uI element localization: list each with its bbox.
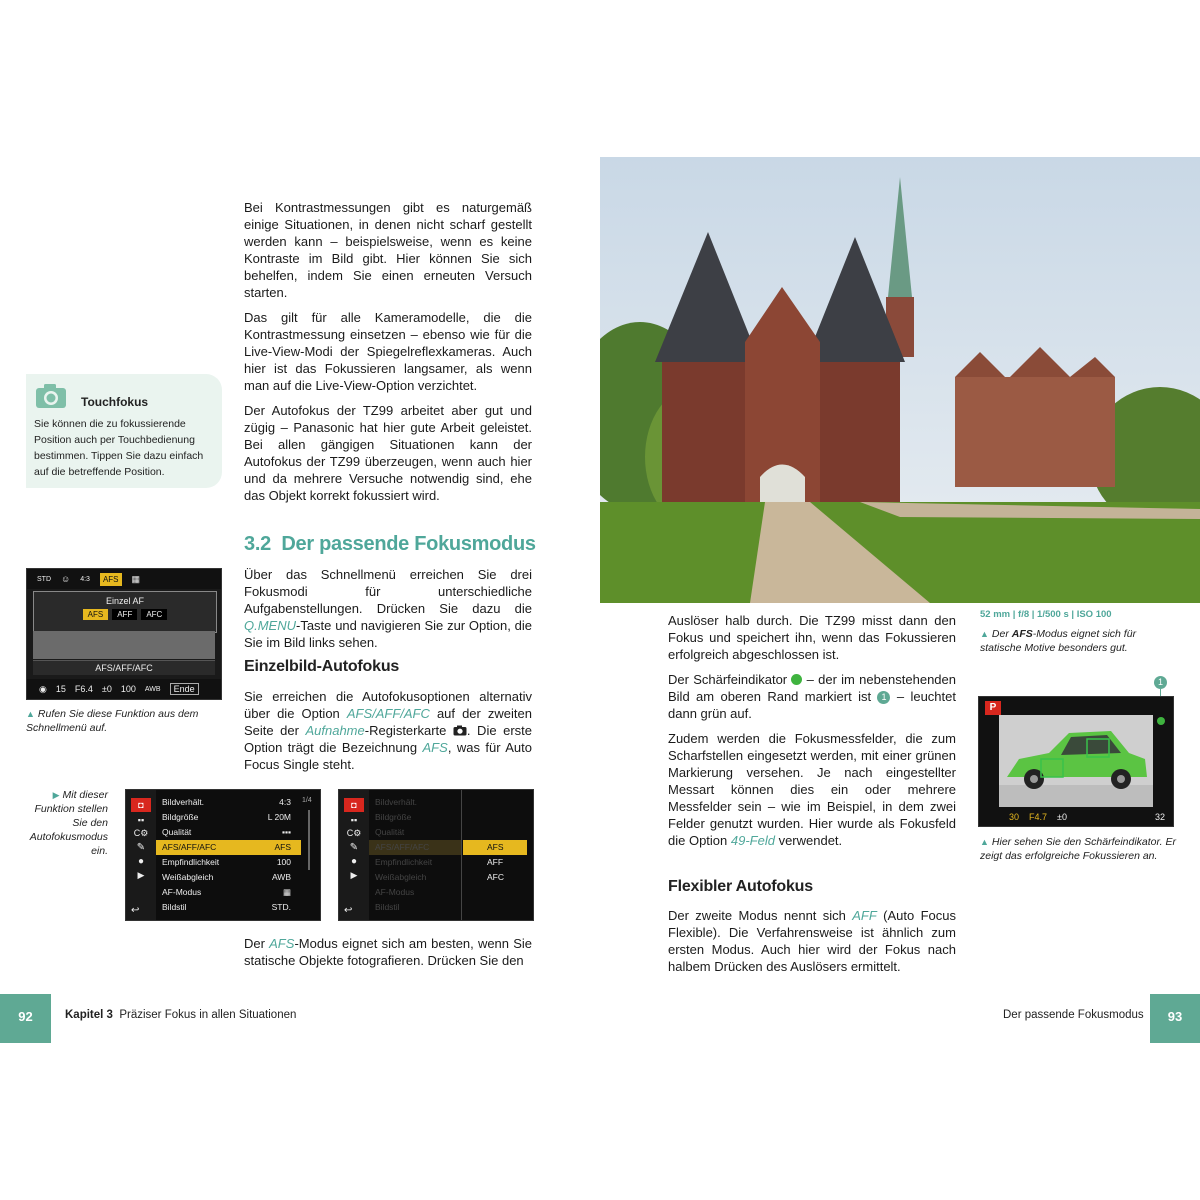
menu-row[interactable]: Bildgröße L 20M xyxy=(162,812,291,822)
qmenu-link: Q.MENU xyxy=(244,618,296,633)
afs-link: AFS xyxy=(422,740,448,755)
menu-row: AFS/AFF/AFC xyxy=(369,840,461,855)
menu-row: Bildgröße xyxy=(375,812,412,822)
camera-tab-icon xyxy=(453,725,467,736)
option-aff[interactable]: AFF xyxy=(112,609,137,620)
chapter-label: Kapitel 3 xyxy=(65,1009,113,1021)
tip-title: Touchfokus xyxy=(81,395,149,409)
left-page-number: 92 xyxy=(0,994,51,1043)
mode-badge: P xyxy=(985,701,1001,715)
intro-text xyxy=(244,199,532,512)
afs-paragraph: Der AFS-Modus eignet sich am besten, wenn Sie statische Objekte fotografieren. Drücken Sie den xyxy=(244,936,532,968)
camera-tab-icon[interactable]: ◘ xyxy=(344,798,364,812)
photo-caption: ▲ Der AFS-Modus eignet sich für statische Motive besonders gut. xyxy=(980,628,1137,654)
quickmenu-caption: ▲ Rufen Sie diese Funktion aus dem Schnellmenü auf. xyxy=(26,708,199,734)
einzelbild-paragraph: Sie erreichen die Autofokusoptionen alternativ über die Option AFS/AFF/AFC auf der zweiten Seite der Aufnahme-Registerkarte . Die erste Option trägt die Bezeichnung AFS, was für Auto Focus Single steht. xyxy=(244,689,532,772)
menu-row[interactable]: AF-Modus ▦ xyxy=(162,887,291,897)
video-tab-icon[interactable]: ▪▪ xyxy=(137,815,145,825)
section-paragraph: Über das Schnellmenü erreichen Sie drei Fokusmodi für unterschiedliche Aufgabenstellungen. Drücken Sie dazu die Q.MENU-Taste und navigieren Sie zur Option, die Sie im Bild links sehen. xyxy=(244,567,532,650)
shots-value: 32 xyxy=(1154,812,1165,822)
menu-row[interactable]: Qualität ▪▪▪ xyxy=(162,827,291,837)
menu-tab-column xyxy=(126,790,156,920)
paragraph: Der Autofokus der TZ99 arbeitet aber gut und zügig – Panasonic hat hier gute Arbeit geleistet. Bei allen gängigen Situationen kann der Autofokus der TZ99 überzeugen, wenn auch hier und da mehrere Versuche notwendig sind, ehe das Objekt korrekt fokussiert wird. xyxy=(244,403,532,503)
footer-right-title: Der passende Fokusmodus xyxy=(1003,1009,1144,1021)
style-icon: STD xyxy=(37,575,51,583)
marker-badge-screen: 1 xyxy=(1154,676,1167,689)
wb-value: AWB xyxy=(144,685,161,693)
menu-row[interactable]: Bildverhält. 4:3 xyxy=(162,797,291,807)
menu-row: AF-Modus xyxy=(375,887,415,897)
marker-badge: 1 xyxy=(877,691,890,704)
option-afc[interactable]: AFC xyxy=(487,872,504,882)
subheading-flexibler: Flexibler Autofokus xyxy=(668,878,813,895)
back-icon[interactable]: ↩ xyxy=(344,905,353,916)
person-tab-icon[interactable]: ● xyxy=(137,856,145,867)
tip-body: Sie können die zu fokussierende Position auch per Touchbedienung bestimmen. Tippen Sie dazu einfach auf die betreffende Position. xyxy=(34,418,204,478)
subheading-einzelbild: Einzelbild-Autofokus xyxy=(244,658,400,675)
right-text xyxy=(668,612,956,857)
back-icon[interactable]: ↩ xyxy=(131,905,140,916)
quickmenu-status-bar xyxy=(27,679,221,699)
playback-tab-icon[interactable]: ▶ xyxy=(350,870,358,880)
car-status-bar xyxy=(979,808,1173,826)
menu-caption: ▶ Mit dieser Funktion stellen Sie den Autofokusmodus ein. xyxy=(29,789,108,857)
exposure-value: ±0 xyxy=(1057,812,1067,822)
option-afs[interactable]: AFS xyxy=(83,609,109,620)
car-screen xyxy=(978,696,1174,827)
exposure-value: ±0 xyxy=(101,684,112,694)
quickmenu-screen xyxy=(26,568,222,700)
afs-tile[interactable]: AFS xyxy=(100,573,122,586)
footer-chapter xyxy=(65,1009,296,1021)
green-dot-icon xyxy=(791,674,802,685)
aperture-value: F6.4 xyxy=(74,684,93,694)
custom-tab-icon[interactable]: C⚙ xyxy=(133,828,149,838)
quickmenu-top-bar xyxy=(27,569,221,589)
afs-link: AFS xyxy=(269,936,295,951)
menu-row[interactable]: Weißabgleich AWB xyxy=(162,872,291,882)
option-afs[interactable]: AFS xyxy=(463,840,527,855)
paragraph: Auslöser halb durch. Die TZ99 misst dann den Fokus und speichert ihn, wenn das Fokussieren erfolgreich abgeschlossen ist. xyxy=(668,613,956,662)
section-heading: 3.2 Der passende Fokusmodus xyxy=(244,533,536,555)
video-tab-icon[interactable]: ▪▪ xyxy=(350,815,358,825)
shutter-value: 15 xyxy=(55,684,66,694)
car-photo xyxy=(999,715,1153,807)
end-button[interactable]: Ende xyxy=(170,683,199,695)
menu-row: Bildverhält. xyxy=(375,797,418,807)
triangle-up-icon: ▲ xyxy=(980,629,989,639)
shutter-value: 30 xyxy=(1009,812,1020,822)
paragraph: Das gilt für alle Kameramodelle, die die Kontrastmessung einsetzen – ebenso wie für die Live-View-Modi der Spiegelreflexkameras. Auch hier ist das Fokussieren langsamer, als wenn man auf die Live-View-Option verzichtet. xyxy=(244,310,532,393)
playback-tab-icon[interactable]: ▶ xyxy=(137,870,145,880)
paragraph: Der Schärfeindikator – der im nebenstehenden Bild am oberen Rand markiert ist 1 – leuchtet dann grün auf. xyxy=(668,672,956,721)
page-indicator: 1/4 xyxy=(302,797,312,804)
tip-box xyxy=(26,374,222,488)
aufnahme-link: Aufnahme xyxy=(305,723,365,738)
menu-screen-1 xyxy=(125,789,321,921)
menu-row[interactable]: Empfindlichkeit 100 xyxy=(162,857,291,867)
flexibler-paragraph: Der zweite Modus nennt sich AFF (Auto Focus Flexible). Die Verfahrensweise ist ähnlich zum ersten Modus. Auch hier wird der Fokus nach halbem Drücken des Auslösers ermittelt. xyxy=(668,908,956,974)
menu-row-selected[interactable]: AFS/AFF/AFC AFS xyxy=(156,840,301,855)
menu-row: Empfindlichkeit xyxy=(375,857,433,867)
menu-tab-column xyxy=(339,790,369,920)
camera-tab-icon[interactable]: ◘ xyxy=(131,798,151,812)
paragraph: Zudem werden die Fokusmessfelder, die zum Scharfstellen eingesetzt werden, mit einer grünen Markierung versehen. Je nach eingestellter Messart können dies ein oder mehrere Messfelder sein – wie im Beispiel, in dem zwei Felder genutzt wurden. Hier wurde als Fokusfeld die Option 49-Feld verwendet. xyxy=(668,731,956,848)
49-feld-link: 49-Feld xyxy=(730,833,775,848)
quickmenu-bottom-label: AFS/AFF/AFC xyxy=(33,660,215,675)
triangle-right-icon: ▶ xyxy=(52,790,60,800)
aperture-value: F4.7 xyxy=(1029,812,1048,822)
option-aff[interactable]: AFF xyxy=(487,857,504,867)
menu-row[interactable]: Bildstil STD. xyxy=(162,902,291,912)
menu-row: Weißabgleich xyxy=(375,872,427,882)
ratio-icon: 4:3 xyxy=(80,575,90,583)
menu-screen-2 xyxy=(338,789,534,921)
panel-title: Einzel AF xyxy=(105,596,145,606)
holstentor-photo xyxy=(600,157,1200,603)
camera-icon xyxy=(34,382,68,410)
right-page-number: 93 xyxy=(1150,994,1200,1043)
option-afc[interactable]: AFC xyxy=(141,609,167,620)
person-tab-icon[interactable]: ● xyxy=(350,856,358,867)
afs-aff-afc-link: AFS/AFF/AFC xyxy=(346,706,430,721)
photo-meta: 52 mm | f/8 | 1/500 s | ISO 100 xyxy=(980,609,1112,620)
aff-link: AFF xyxy=(852,908,877,923)
metering-icon: ◉ xyxy=(39,683,47,694)
focus-indicator-icon xyxy=(1157,717,1165,725)
wrench-tab-icon[interactable]: ✎ xyxy=(136,842,146,853)
custom-tab-icon[interactable]: C⚙ xyxy=(346,828,362,838)
triangle-up-icon: ▲ xyxy=(26,709,35,719)
chapter-title: Präziser Fokus in allen Situationen xyxy=(119,1009,297,1021)
area-icon: ▦ xyxy=(131,573,141,584)
menu-row: Qualität xyxy=(375,827,405,837)
quickmenu-panel xyxy=(33,591,217,633)
face-icon: ☺ xyxy=(61,574,71,584)
paragraph: Bei Kontrastmessungen gibt es naturgemäß einige Situationen, in denen nicht scharf gestellt werden kann – beispielsweise, wenn es keine Kontraste im Bild gibt. Hier können Sie sich behelfen, indem Sie einen erneuten Versuch starten. xyxy=(244,200,532,300)
triangle-up-icon: ▲ xyxy=(980,837,989,847)
wrench-tab-icon[interactable]: ✎ xyxy=(349,842,359,853)
scrollbar[interactable] xyxy=(308,810,310,870)
iso-value: 100 xyxy=(120,684,136,694)
menu-row: Bildstil xyxy=(375,902,400,912)
car-caption: ▲ Hier sehen Sie den Schärfeindikator. Er zeigt das erfolgreiche Fokussieren an. xyxy=(980,836,1176,862)
